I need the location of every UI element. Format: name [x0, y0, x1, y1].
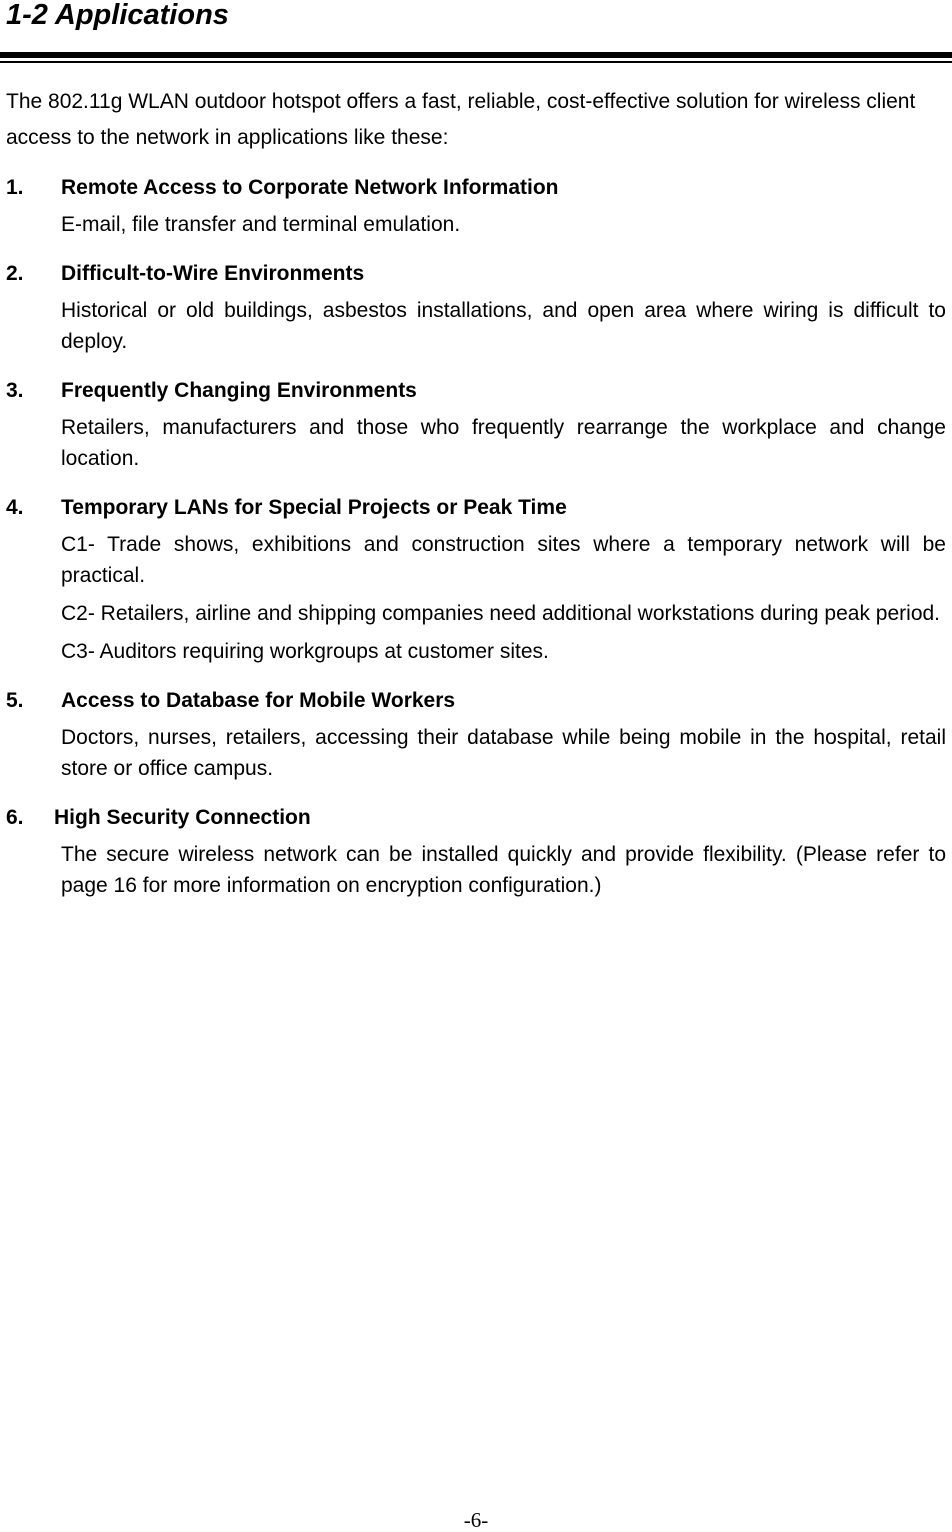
item-number: 6.: [6, 806, 24, 829]
item-title: Access to Database for Mobile Workers: [61, 689, 456, 712]
item-number: 2.: [6, 262, 24, 285]
item-title: Temporary LANs for Special Projects or Peak Time: [61, 496, 567, 519]
item-number: 1.: [6, 176, 24, 199]
list-item: [6, 684, 946, 784]
item-paragraph: E-mail, file transfer and terminal emulation.: [61, 213, 461, 236]
item-heading: [6, 801, 946, 834]
list-item: [6, 374, 946, 474]
applications-list: [6, 171, 946, 918]
item-heading: [6, 684, 946, 717]
list-item: [6, 257, 946, 357]
item-number: 5.: [6, 689, 24, 712]
title-rule-thick: [0, 52, 952, 58]
title-rule-thin: [0, 61, 952, 63]
item-heading: [6, 257, 946, 290]
item-title: Difficult-to-Wire Environments: [61, 262, 365, 285]
item-paragraph: Historical or old buildings, asbestos installations, and open area where wiring is difficult to deploy.: [61, 299, 946, 353]
item-description: [61, 839, 946, 901]
item-paragraph: C2- Retailers, airline and shipping companies need additional workstations during peak period.: [61, 602, 941, 625]
item-paragraph: Retailers, manufacturers and those who frequently rearrange the workplace and change location.: [61, 416, 946, 470]
item-title: Frequently Changing Environments: [61, 379, 417, 402]
item-number: 4.: [6, 496, 24, 519]
item-description: [61, 209, 946, 240]
item-title: High Security Connection: [54, 806, 311, 829]
item-paragraph: C1- Trade shows, exhibitions and construction sites where a temporary network will be practical.: [61, 533, 946, 587]
item-number: 3.: [6, 379, 24, 402]
list-item: [6, 171, 946, 240]
list-item: [6, 801, 946, 901]
page-number: -6-: [463, 1508, 489, 1532]
item-title: Remote Access to Corporate Network Information: [61, 176, 559, 199]
item-heading: [6, 491, 946, 524]
item-description: [61, 722, 946, 784]
item-description: [61, 295, 946, 357]
list-item: [6, 491, 946, 667]
item-description: [61, 412, 946, 474]
item-paragraph: Doctors, nurses, retailers, accessing their database while being mobile in the hospital, retail store or office campus.: [61, 726, 946, 780]
item-description: [61, 529, 946, 667]
intro-paragraph: The 802.11g WLAN outdoor hotspot offers a fast, reliable, cost-effective solution for wireless client access to the network in applications like these:: [6, 90, 916, 149]
item-heading: [6, 171, 946, 204]
section-title: 1-2 Applications: [6, 0, 229, 31]
item-paragraph: C3- Auditors requiring workgroups at customer sites.: [61, 640, 549, 663]
item-paragraph: The secure wireless network can be installed quickly and provide flexibility. (Please refer to page 16 for more information on encryption configuration.): [61, 843, 946, 897]
item-heading: [6, 374, 946, 407]
